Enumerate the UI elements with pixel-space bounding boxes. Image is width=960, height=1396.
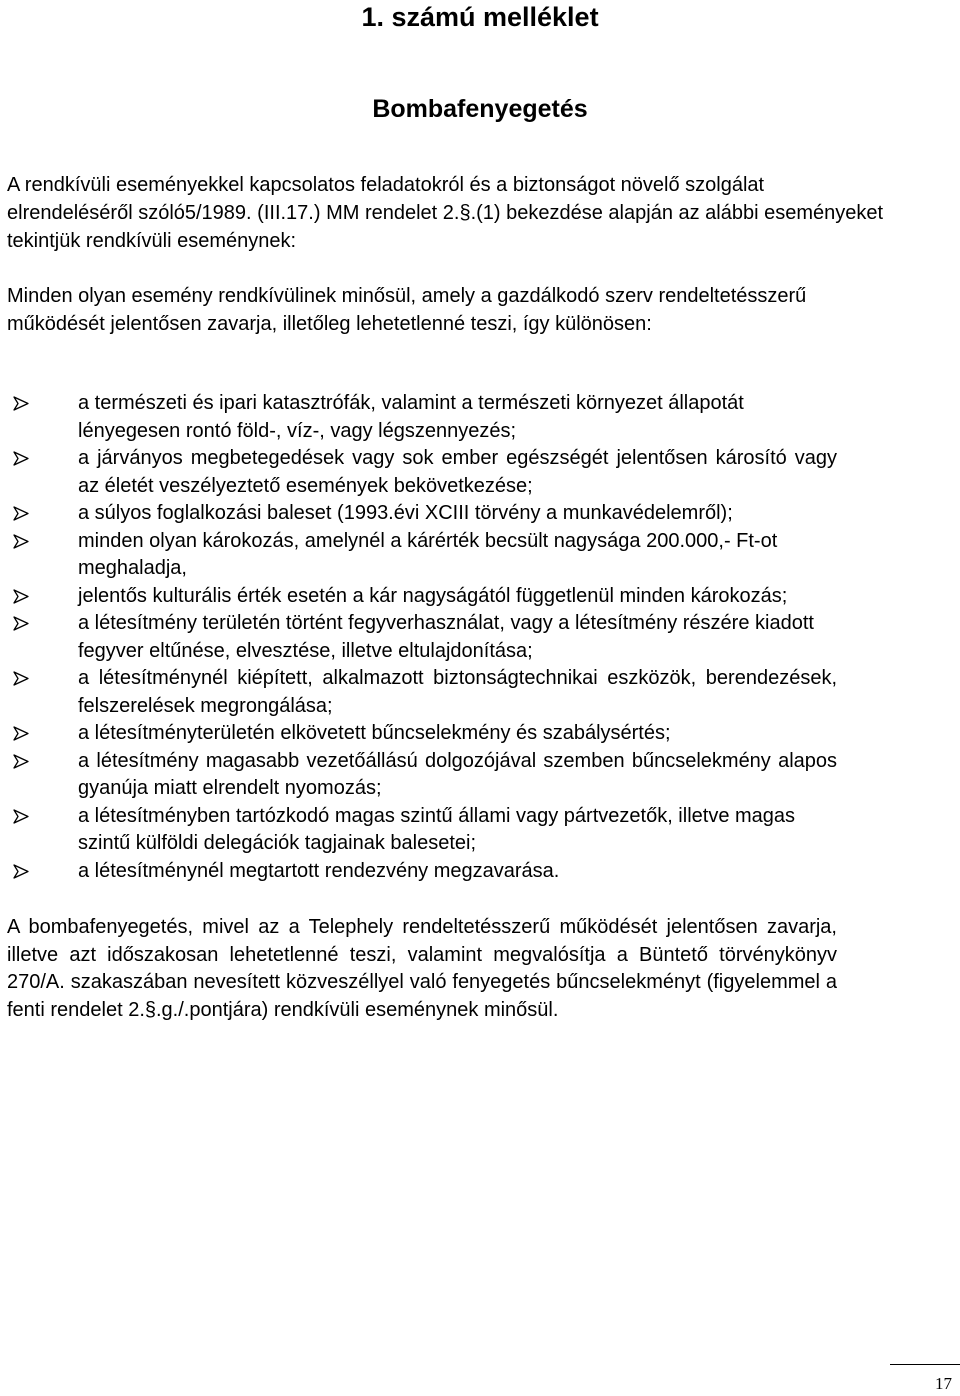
list-item bbox=[7, 583, 837, 611]
list-item bbox=[7, 528, 837, 583]
list-item bbox=[7, 610, 837, 665]
conditions-list bbox=[7, 390, 837, 885]
arrowhead-bullet-icon bbox=[13, 616, 29, 631]
list-item-text: a járványos megbetegedések vagy sok ember egészségét jelentősen károsító vagy az életét veszélyeztető események bekövetkezése; bbox=[78, 447, 837, 497]
arrowhead-bullet-icon bbox=[13, 534, 29, 549]
arrowhead-bullet-icon bbox=[13, 754, 29, 769]
list-item bbox=[7, 748, 837, 803]
list-item-text: a létesítménynél megtartott rendezvény megzavarása. bbox=[78, 859, 560, 882]
page-title: 1. számú melléklet bbox=[361, 2, 599, 32]
intro-paragraph: A rendkívüli eseményekkel kapcsolatos feladatokról és a biztonságot növelő szolgálat elrendeléséről szóló5/1989. (III.17.) MM rendelet 2.§.(1) bekezdése alapján az alábbi eseményeket tekintjük rendkívüli eseménynek: bbox=[7, 174, 884, 252]
list-item bbox=[7, 390, 837, 445]
arrowhead-bullet-icon bbox=[13, 506, 29, 521]
list-item bbox=[7, 445, 837, 500]
footer-divider bbox=[890, 1364, 960, 1365]
list-item bbox=[7, 500, 837, 528]
arrowhead-bullet-icon bbox=[13, 396, 29, 411]
lead-paragraph: Minden olyan esemény rendkívülinek minősül, amely a gazdálkodó szerv rendeltetésszerű működését jelentősen zavarja, illetőleg lehetetlenné teszi, így különösen: bbox=[7, 285, 807, 335]
document-heading: Bombafenyegetés bbox=[372, 95, 588, 123]
arrowhead-bullet-icon bbox=[13, 809, 29, 824]
list-item-text: a természeti és ipari katasztrófák, valamint a természeti környezet állapotát lényegesen rontó föld-, víz-, vagy légszennyezés; bbox=[78, 392, 744, 442]
conclusion-paragraph: A bombafenyegetés, mivel az a Telephely rendeltetésszerű működését jelentősen zavarja, illetve azt időszakosan lehetetlenné teszi, valamint megvalósítja a Büntető törvénykönyv 270/A. szakaszában nevesített közveszéllyel való fenyegetés bűncselekményt (figyelemmel a fenti rendelet 2.§.g./.pontjára) rendkívüli eseménynek minősül. bbox=[7, 916, 837, 1021]
list-item-text: a létesítményterületén elkövetett bűncselekmény és szabálysértés; bbox=[78, 722, 671, 744]
list-item bbox=[7, 665, 837, 720]
list-item bbox=[7, 803, 837, 858]
list-item-text: a súlyos foglalkozási baleset (1993.évi XCIII törvény a munkavédelemről); bbox=[78, 502, 733, 524]
arrowhead-bullet-icon bbox=[13, 864, 29, 879]
page-number: 17 bbox=[935, 1374, 952, 1393]
list-item bbox=[7, 720, 837, 748]
list-item-text: minden olyan károkozás, amelynél a kárérték becsült nagysága 200.000,- Ft-ot meghaladja, bbox=[78, 529, 778, 579]
arrowhead-bullet-icon bbox=[13, 451, 29, 466]
list-item-text: a létesítmény területén történt fegyverhasználat, vagy a létesítmény részére kiadott fegyver eltűnése, elvesztése, illetve eltulajdonítása; bbox=[78, 612, 814, 662]
list-item-text: a létesítményben tartózkodó magas szintű állami vagy pártvezetők, illetve magas szintű külföldi delegációk tagjainak balesetei; bbox=[78, 804, 796, 854]
list-item-text: a létesítménynél kiépített, alkalmazott biztonságtechnikai eszközök, berendezések, felszerelések megrongálása; bbox=[78, 667, 837, 717]
list-item-text: a létesítmény magasabb vezetőállású dolgozójával szemben bűncselekmény alapos gyanúja miatt elrendelt nyomozás; bbox=[78, 749, 837, 799]
list-item-text: jelentős kulturális érték esetén a kár nagyságától függetlenül minden károkozás; bbox=[78, 584, 788, 607]
list-item bbox=[7, 858, 837, 886]
arrowhead-bullet-icon bbox=[13, 726, 29, 741]
arrowhead-bullet-icon bbox=[13, 671, 29, 686]
arrowhead-bullet-icon bbox=[13, 589, 29, 604]
